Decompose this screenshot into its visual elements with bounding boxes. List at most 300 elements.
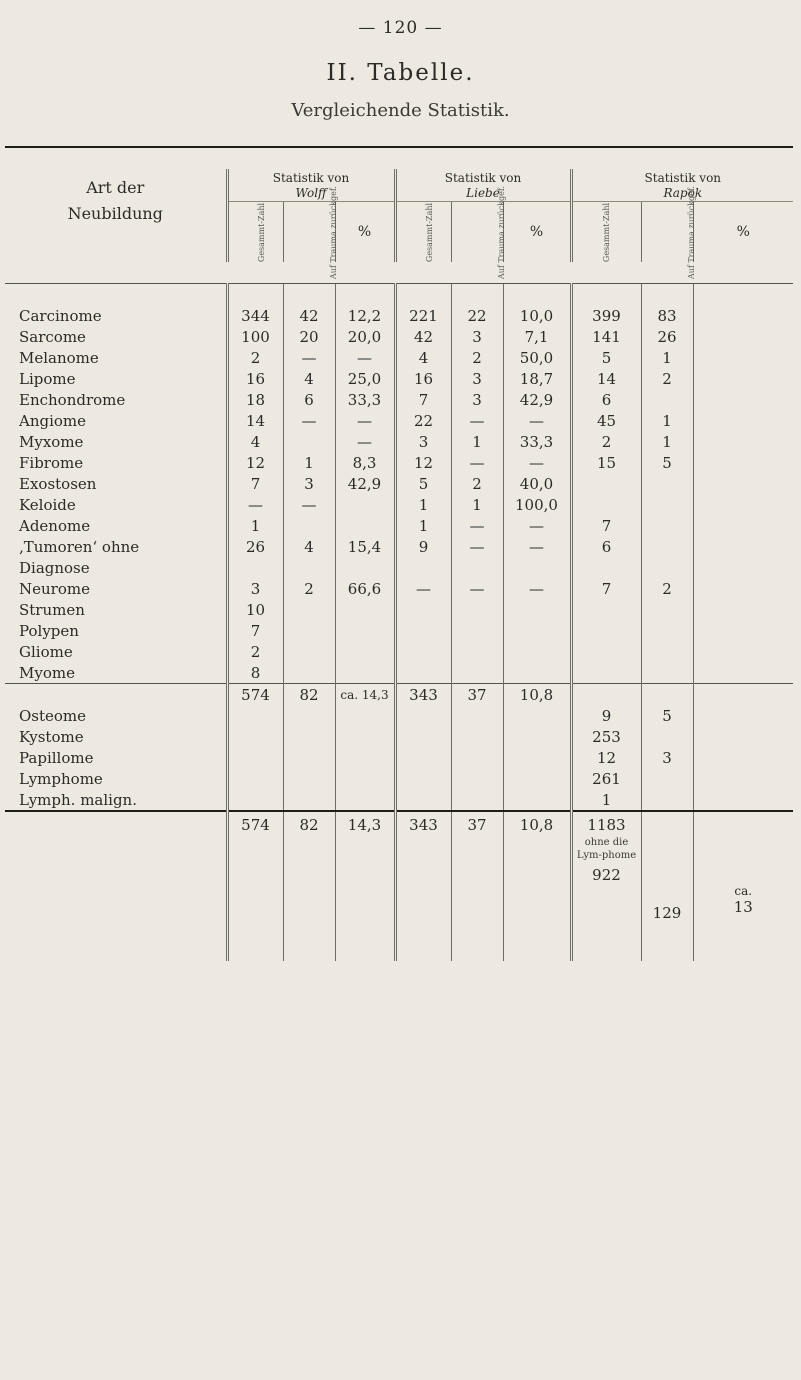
wolff-total-cell: 26 bbox=[227, 536, 283, 557]
group-liebe-author: Liebe bbox=[466, 186, 500, 200]
wolff-empty-cell bbox=[335, 705, 395, 726]
wolff-percent-cell bbox=[335, 662, 395, 684]
liebe-trauma-cell bbox=[451, 662, 503, 684]
wolff-trauma-cell: 3 bbox=[283, 473, 335, 494]
liebe-trauma-cell: — bbox=[451, 410, 503, 431]
rapok-col-percent-header bbox=[693, 202, 793, 263]
wolff-percent-cell bbox=[335, 599, 395, 620]
liebe-col-total-label: Gesammt-Zahl bbox=[424, 202, 434, 262]
wolff-empty-cell bbox=[283, 726, 335, 747]
rapok-total-cell: 2 bbox=[571, 431, 641, 452]
rapok-trauma-cell: 1 bbox=[641, 431, 693, 452]
wolff-grand-trauma: 82 bbox=[283, 811, 335, 961]
wolff-trauma-cell: 4 bbox=[283, 368, 335, 389]
wolff-percent-cell: 15,4 bbox=[335, 536, 395, 557]
liebe-percent-cell: — bbox=[503, 536, 571, 557]
liebe-percent-cell: — bbox=[503, 410, 571, 431]
rapok-grand-total-excl: 922 bbox=[592, 866, 621, 884]
rapok-trauma-cell bbox=[641, 557, 693, 578]
liebe-percent-cell: 10,0 bbox=[503, 305, 571, 326]
rapok-trauma-cell bbox=[641, 789, 693, 811]
liebe-trauma-cell bbox=[451, 641, 503, 662]
table-row bbox=[5, 326, 793, 347]
wolff-grand-percent: 14,3 bbox=[335, 811, 395, 961]
table-row bbox=[5, 705, 793, 726]
rapok-percent-cell bbox=[693, 326, 793, 347]
wolff-trauma-cell: — bbox=[283, 410, 335, 431]
group-wolff-label: Statistik von bbox=[272, 171, 350, 185]
liebe-grand-percent: 10,8 bbox=[503, 811, 571, 961]
table-row bbox=[5, 410, 793, 431]
rapok-grand-trauma-value: 129 bbox=[652, 904, 682, 922]
rapok-trauma-cell bbox=[641, 515, 693, 536]
rapok-percent-cell bbox=[693, 515, 793, 536]
rapok-percent-cell bbox=[693, 494, 793, 515]
wolff-total-cell: 7 bbox=[227, 620, 283, 641]
rapok-percent-cell bbox=[693, 726, 793, 747]
table-row bbox=[5, 368, 793, 389]
rapok-percent-cell bbox=[693, 473, 793, 494]
liebe-percent-cell bbox=[503, 662, 571, 684]
rapok-trauma-cell bbox=[641, 768, 693, 789]
row-label: Papillome bbox=[19, 748, 94, 767]
table-row bbox=[5, 515, 793, 536]
liebe-percent-cell: 40,0 bbox=[503, 473, 571, 494]
table-row bbox=[5, 431, 793, 452]
wolff-empty-cell bbox=[227, 768, 283, 789]
wolff-percent-cell: 66,6 bbox=[335, 578, 395, 599]
liebe-percent-cell bbox=[503, 557, 571, 578]
group-rapok-author: Rapok bbox=[663, 186, 703, 200]
wolff-total-cell: 3 bbox=[227, 578, 283, 599]
rapok-total-cell: 253 bbox=[571, 726, 641, 747]
wolff-trauma-cell: 6 bbox=[283, 389, 335, 410]
wolff-col-percent-header bbox=[335, 202, 395, 263]
rapok-col-percent-label: % bbox=[736, 224, 750, 240]
table-row bbox=[5, 557, 793, 578]
rapok-subtotal-empty bbox=[571, 684, 641, 706]
rapok-percent-cell bbox=[693, 452, 793, 473]
rapok-total-cell: 261 bbox=[571, 768, 641, 789]
rapok-percent-cell bbox=[693, 599, 793, 620]
liebe-total-cell: 12 bbox=[395, 452, 451, 473]
liebe-subtotal-trauma: 37 bbox=[451, 684, 503, 706]
table-row bbox=[5, 494, 793, 515]
rapok-grand-percent bbox=[693, 811, 793, 961]
rapok-percent-cell bbox=[693, 641, 793, 662]
rapok-trauma-cell bbox=[641, 726, 693, 747]
rapok-subtotal-empty bbox=[693, 684, 793, 706]
liebe-total-cell bbox=[395, 662, 451, 684]
liebe-trauma-cell: 1 bbox=[451, 431, 503, 452]
table-title: II. Tabelle. bbox=[326, 60, 475, 86]
wolff-empty-cell bbox=[335, 747, 395, 768]
wolff-trauma-cell bbox=[283, 662, 335, 684]
rapok-trauma-cell bbox=[641, 641, 693, 662]
rapok-total-cell: 6 bbox=[571, 536, 641, 557]
rapok-percent-cell bbox=[693, 578, 793, 599]
liebe-percent-cell bbox=[503, 641, 571, 662]
rapok-total-cell bbox=[571, 473, 641, 494]
rapok-percent-cell bbox=[693, 536, 793, 557]
liebe-total-cell bbox=[395, 557, 451, 578]
liebe-empty-cell bbox=[503, 789, 571, 811]
wolff-trauma-cell bbox=[283, 431, 335, 452]
liebe-total-cell: 221 bbox=[395, 305, 451, 326]
liebe-total-cell: 9 bbox=[395, 536, 451, 557]
liebe-empty-cell bbox=[451, 726, 503, 747]
wolff-trauma-cell: 20 bbox=[283, 326, 335, 347]
liebe-col-percent-label: % bbox=[529, 224, 544, 240]
liebe-empty-cell bbox=[503, 747, 571, 768]
row-label: Carcinome bbox=[19, 306, 102, 325]
group-liebe-label: Statistik von bbox=[444, 171, 522, 185]
rapok-total-cell: 7 bbox=[571, 578, 641, 599]
liebe-empty-cell bbox=[395, 705, 451, 726]
liebe-percent-cell: 7,1 bbox=[503, 326, 571, 347]
wolff-trauma-cell bbox=[283, 557, 335, 578]
liebe-empty-cell bbox=[451, 768, 503, 789]
liebe-percent-cell bbox=[503, 620, 571, 641]
rapok-trauma-cell bbox=[641, 599, 693, 620]
liebe-trauma-cell: 3 bbox=[451, 326, 503, 347]
liebe-trauma-cell: — bbox=[451, 578, 503, 599]
liebe-subtotal-percent: 10,8 bbox=[503, 684, 571, 706]
wolff-percent-cell: — bbox=[335, 410, 395, 431]
row-label: Strumen bbox=[19, 600, 85, 619]
rapok-percent-cell bbox=[693, 305, 793, 326]
wolff-col-percent-label: % bbox=[357, 224, 372, 240]
liebe-col-trauma-label: Auf Trauma zurückgef. bbox=[496, 185, 506, 279]
liebe-total-cell: 7 bbox=[395, 389, 451, 410]
liebe-empty-cell bbox=[451, 747, 503, 768]
table-row bbox=[5, 789, 793, 811]
table-row bbox=[5, 347, 793, 368]
wolff-empty-cell bbox=[227, 726, 283, 747]
liebe-total-cell: 16 bbox=[395, 368, 451, 389]
rapok-trauma-cell: 2 bbox=[641, 578, 693, 599]
liebe-empty-cell bbox=[503, 726, 571, 747]
liebe-trauma-cell bbox=[451, 620, 503, 641]
group-wolff-author: Wolff bbox=[295, 186, 327, 200]
liebe-percent-cell: — bbox=[503, 515, 571, 536]
wolff-trauma-cell: 1 bbox=[283, 452, 335, 473]
liebe-percent-cell: — bbox=[503, 452, 571, 473]
wolff-total-cell: 100 bbox=[227, 326, 283, 347]
liebe-total-cell bbox=[395, 641, 451, 662]
liebe-trauma-cell: 2 bbox=[451, 473, 503, 494]
wolff-empty-cell bbox=[335, 768, 395, 789]
rapok-grand-total-value: 1183 bbox=[587, 816, 626, 834]
rapok-trauma-cell: 1 bbox=[641, 410, 693, 431]
liebe-col-total-header bbox=[395, 202, 451, 263]
wolff-total-cell: 14 bbox=[227, 410, 283, 431]
liebe-grand-total: 343 bbox=[395, 811, 451, 961]
table-row bbox=[5, 389, 793, 410]
liebe-col-percent-header bbox=[503, 202, 571, 263]
wolff-total-cell: 1 bbox=[227, 515, 283, 536]
liebe-empty-cell bbox=[395, 747, 451, 768]
wolff-col-total-header bbox=[227, 202, 283, 263]
rapok-grand-trauma bbox=[641, 811, 693, 961]
rapok-total-cell bbox=[571, 494, 641, 515]
liebe-percent-cell: 33,3 bbox=[503, 431, 571, 452]
row-header bbox=[5, 169, 227, 262]
liebe-total-cell: 1 bbox=[395, 494, 451, 515]
row-label: Exostosen bbox=[19, 474, 97, 493]
rapok-percent-cell bbox=[693, 557, 793, 578]
rapok-percent-cell bbox=[693, 789, 793, 811]
wolff-percent-cell: 25,0 bbox=[335, 368, 395, 389]
rapok-grand-percent-value: 13 bbox=[733, 898, 753, 916]
rapok-total-cell bbox=[571, 557, 641, 578]
rapok-total-cell bbox=[571, 599, 641, 620]
wolff-percent-cell: 12,2 bbox=[335, 305, 395, 326]
wolff-trauma-cell: — bbox=[283, 494, 335, 515]
comparative-statistics-table bbox=[5, 146, 793, 961]
liebe-empty-cell bbox=[503, 705, 571, 726]
wolff-trauma-cell bbox=[283, 641, 335, 662]
wolff-percent-cell bbox=[335, 620, 395, 641]
rapok-total-cell: 6 bbox=[571, 389, 641, 410]
liebe-total-cell: 1 bbox=[395, 515, 451, 536]
liebe-trauma-cell: — bbox=[451, 452, 503, 473]
rapok-total-cell: 1 bbox=[571, 789, 641, 811]
liebe-percent-cell: 100,0 bbox=[503, 494, 571, 515]
rapok-subtotal-empty bbox=[641, 684, 693, 706]
liebe-trauma-cell: 3 bbox=[451, 389, 503, 410]
grand-total-row bbox=[5, 811, 793, 961]
wolff-total-cell: 4 bbox=[227, 431, 283, 452]
table-row bbox=[5, 726, 793, 747]
wolff-total-cell bbox=[227, 557, 283, 578]
rapok-trauma-cell bbox=[641, 536, 693, 557]
rapok-col-total-header bbox=[571, 202, 641, 263]
rapok-trauma-cell bbox=[641, 389, 693, 410]
liebe-trauma-cell: 2 bbox=[451, 347, 503, 368]
table-row bbox=[5, 305, 793, 326]
page-number: — 120 — bbox=[358, 18, 443, 38]
row-label: Angiome bbox=[19, 411, 87, 430]
rapok-percent-cell bbox=[693, 410, 793, 431]
table-row bbox=[5, 641, 793, 662]
wolff-total-cell: 8 bbox=[227, 662, 283, 684]
wolff-trauma-cell: 42 bbox=[283, 305, 335, 326]
row-label: Myome bbox=[19, 663, 75, 682]
rapok-trauma-cell bbox=[641, 662, 693, 684]
rapok-percent-cell bbox=[693, 662, 793, 684]
rapok-total-cell: 12 bbox=[571, 747, 641, 768]
rapok-total-cell: 15 bbox=[571, 452, 641, 473]
liebe-empty-cell bbox=[451, 705, 503, 726]
wolff-empty-cell bbox=[227, 789, 283, 811]
row-label: Fibrome bbox=[19, 453, 84, 472]
wolff-total-cell: 16 bbox=[227, 368, 283, 389]
wolff-empty-cell bbox=[227, 705, 283, 726]
rapok-percent-cell bbox=[693, 389, 793, 410]
rapok-grand-note: ohne die Lym-phome bbox=[576, 837, 637, 861]
rapok-trauma-cell: 26 bbox=[641, 326, 693, 347]
wolff-total-cell: 2 bbox=[227, 641, 283, 662]
liebe-total-cell: 5 bbox=[395, 473, 451, 494]
rapok-trauma-cell: 2 bbox=[641, 368, 693, 389]
wolff-percent-cell: 42,9 bbox=[335, 473, 395, 494]
rapok-total-cell bbox=[571, 620, 641, 641]
liebe-empty-cell bbox=[395, 768, 451, 789]
rapok-trauma-cell bbox=[641, 473, 693, 494]
rapok-total-cell: 9 bbox=[571, 705, 641, 726]
wolff-trauma-cell bbox=[283, 620, 335, 641]
liebe-total-cell: 42 bbox=[395, 326, 451, 347]
table-row bbox=[5, 578, 793, 599]
row-header-line2: Neubildung bbox=[67, 204, 163, 223]
row-label: Lipome bbox=[19, 369, 76, 388]
group-liebe bbox=[395, 169, 571, 202]
wolff-trauma-cell bbox=[283, 599, 335, 620]
wolff-total-cell: 18 bbox=[227, 389, 283, 410]
row-label: Kystome bbox=[19, 727, 84, 746]
liebe-empty-cell bbox=[451, 789, 503, 811]
wolff-percent-cell bbox=[335, 515, 395, 536]
liebe-empty-cell bbox=[503, 768, 571, 789]
row-label: Enchondrome bbox=[19, 390, 126, 409]
wolff-col-trauma-label: Auf Trauma zurückgef. bbox=[328, 185, 338, 279]
table-row bbox=[5, 620, 793, 641]
row-label: Melanome bbox=[19, 348, 99, 367]
rapok-trauma-cell: 1 bbox=[641, 347, 693, 368]
wolff-percent-cell bbox=[335, 641, 395, 662]
rapok-percent-cell bbox=[693, 620, 793, 641]
liebe-percent-cell: 42,9 bbox=[503, 389, 571, 410]
row-label: Adenome bbox=[19, 516, 91, 535]
liebe-trauma-cell: — bbox=[451, 536, 503, 557]
row-label: Myxome bbox=[19, 432, 84, 451]
wolff-percent-cell: 20,0 bbox=[335, 326, 395, 347]
row-label: ‚Tumoren‘ ohne bbox=[19, 537, 140, 556]
rapok-total-cell: 399 bbox=[571, 305, 641, 326]
liebe-total-cell bbox=[395, 620, 451, 641]
rapok-total-cell: 45 bbox=[571, 410, 641, 431]
wolff-total-cell: 2 bbox=[227, 347, 283, 368]
wolff-trauma-cell bbox=[283, 515, 335, 536]
row-label: Osteome bbox=[19, 706, 87, 725]
table-row bbox=[5, 452, 793, 473]
liebe-trauma-cell bbox=[451, 599, 503, 620]
wolff-empty-cell bbox=[283, 789, 335, 811]
grand-total-label bbox=[5, 811, 227, 961]
table-row bbox=[5, 662, 793, 684]
wolff-percent-cell bbox=[335, 494, 395, 515]
rapok-percent-cell bbox=[693, 368, 793, 389]
wolff-total-cell: 10 bbox=[227, 599, 283, 620]
liebe-percent-cell: 50,0 bbox=[503, 347, 571, 368]
rapok-trauma-cell bbox=[641, 494, 693, 515]
group-wolff bbox=[227, 169, 395, 202]
wolff-grand-total: 574 bbox=[227, 811, 283, 961]
wolff-percent-cell: 8,3 bbox=[335, 452, 395, 473]
rapok-trauma-cell: 83 bbox=[641, 305, 693, 326]
row-label: Neurome bbox=[19, 579, 90, 598]
table-row bbox=[5, 473, 793, 494]
wolff-total-cell: 344 bbox=[227, 305, 283, 326]
wolff-empty-cell bbox=[283, 747, 335, 768]
table-subtitle: Vergleichende Statistik. bbox=[291, 100, 510, 121]
liebe-empty-cell bbox=[395, 726, 451, 747]
wolff-percent-cell bbox=[335, 557, 395, 578]
liebe-percent-cell bbox=[503, 599, 571, 620]
wolff-subtotal-total: 574 bbox=[227, 684, 283, 706]
rapok-col-trauma-label: Auf Trauma zurückgef. bbox=[686, 185, 696, 279]
liebe-percent-cell: 18,7 bbox=[503, 368, 571, 389]
liebe-empty-cell bbox=[395, 789, 451, 811]
table-row bbox=[5, 599, 793, 620]
row-label: Keloide bbox=[19, 495, 76, 514]
subtotal-label bbox=[5, 684, 227, 706]
rapok-total-cell: 5 bbox=[571, 347, 641, 368]
wolff-empty-cell bbox=[283, 768, 335, 789]
rapok-trauma-cell bbox=[641, 620, 693, 641]
liebe-trauma-cell: 3 bbox=[451, 368, 503, 389]
liebe-grand-trauma: 37 bbox=[451, 811, 503, 961]
row-label: Polypen bbox=[19, 621, 79, 640]
rapok-percent-cell bbox=[693, 747, 793, 768]
liebe-total-cell: — bbox=[395, 578, 451, 599]
rapok-grand-total bbox=[571, 811, 641, 961]
row-label: Gliome bbox=[19, 642, 73, 661]
rapok-percent-cell bbox=[693, 431, 793, 452]
rapok-total-cell bbox=[571, 641, 641, 662]
liebe-total-cell: 4 bbox=[395, 347, 451, 368]
wolff-col-total-label: Gesammt-Zahl bbox=[256, 202, 266, 262]
rapok-grand-percent-prefix: ca. bbox=[734, 884, 753, 898]
wolff-empty-cell bbox=[335, 789, 395, 811]
wolff-trauma-cell: 4 bbox=[283, 536, 335, 557]
rapok-total-cell: 141 bbox=[571, 326, 641, 347]
wolff-percent-cell: 33,3 bbox=[335, 389, 395, 410]
wolff-total-cell: — bbox=[227, 494, 283, 515]
row-label: Diagnose bbox=[19, 558, 90, 577]
row-header-line1: Art der bbox=[86, 178, 145, 197]
wolff-total-cell: 7 bbox=[227, 473, 283, 494]
subtotal-row bbox=[5, 684, 793, 706]
table-row bbox=[5, 747, 793, 768]
group-rapok-label: Statistik von bbox=[644, 171, 722, 185]
wolff-empty-cell bbox=[335, 726, 395, 747]
rapok-total-cell bbox=[571, 662, 641, 684]
liebe-trauma-cell: — bbox=[451, 515, 503, 536]
rapok-trauma-cell: 5 bbox=[641, 452, 693, 473]
group-rapok bbox=[571, 169, 793, 202]
liebe-total-cell: 3 bbox=[395, 431, 451, 452]
rapok-percent-cell bbox=[693, 705, 793, 726]
row-label: Sarcome bbox=[19, 327, 86, 346]
wolff-subtotal-trauma: 82 bbox=[283, 684, 335, 706]
rapok-trauma-cell: 5 bbox=[641, 705, 693, 726]
wolff-trauma-cell: — bbox=[283, 347, 335, 368]
wolff-empty-cell bbox=[227, 747, 283, 768]
liebe-percent-cell: — bbox=[503, 578, 571, 599]
wolff-percent-cell: — bbox=[335, 431, 395, 452]
liebe-trauma-cell: 1 bbox=[451, 494, 503, 515]
liebe-total-cell: 22 bbox=[395, 410, 451, 431]
wolff-total-cell: 12 bbox=[227, 452, 283, 473]
liebe-trauma-cell bbox=[451, 557, 503, 578]
rapok-total-cell: 14 bbox=[571, 368, 641, 389]
table-row bbox=[5, 536, 793, 557]
wolff-subtotal-percent: ca. 14,3 bbox=[335, 684, 395, 706]
wolff-trauma-cell: 2 bbox=[283, 578, 335, 599]
rapok-total-cell: 7 bbox=[571, 515, 641, 536]
